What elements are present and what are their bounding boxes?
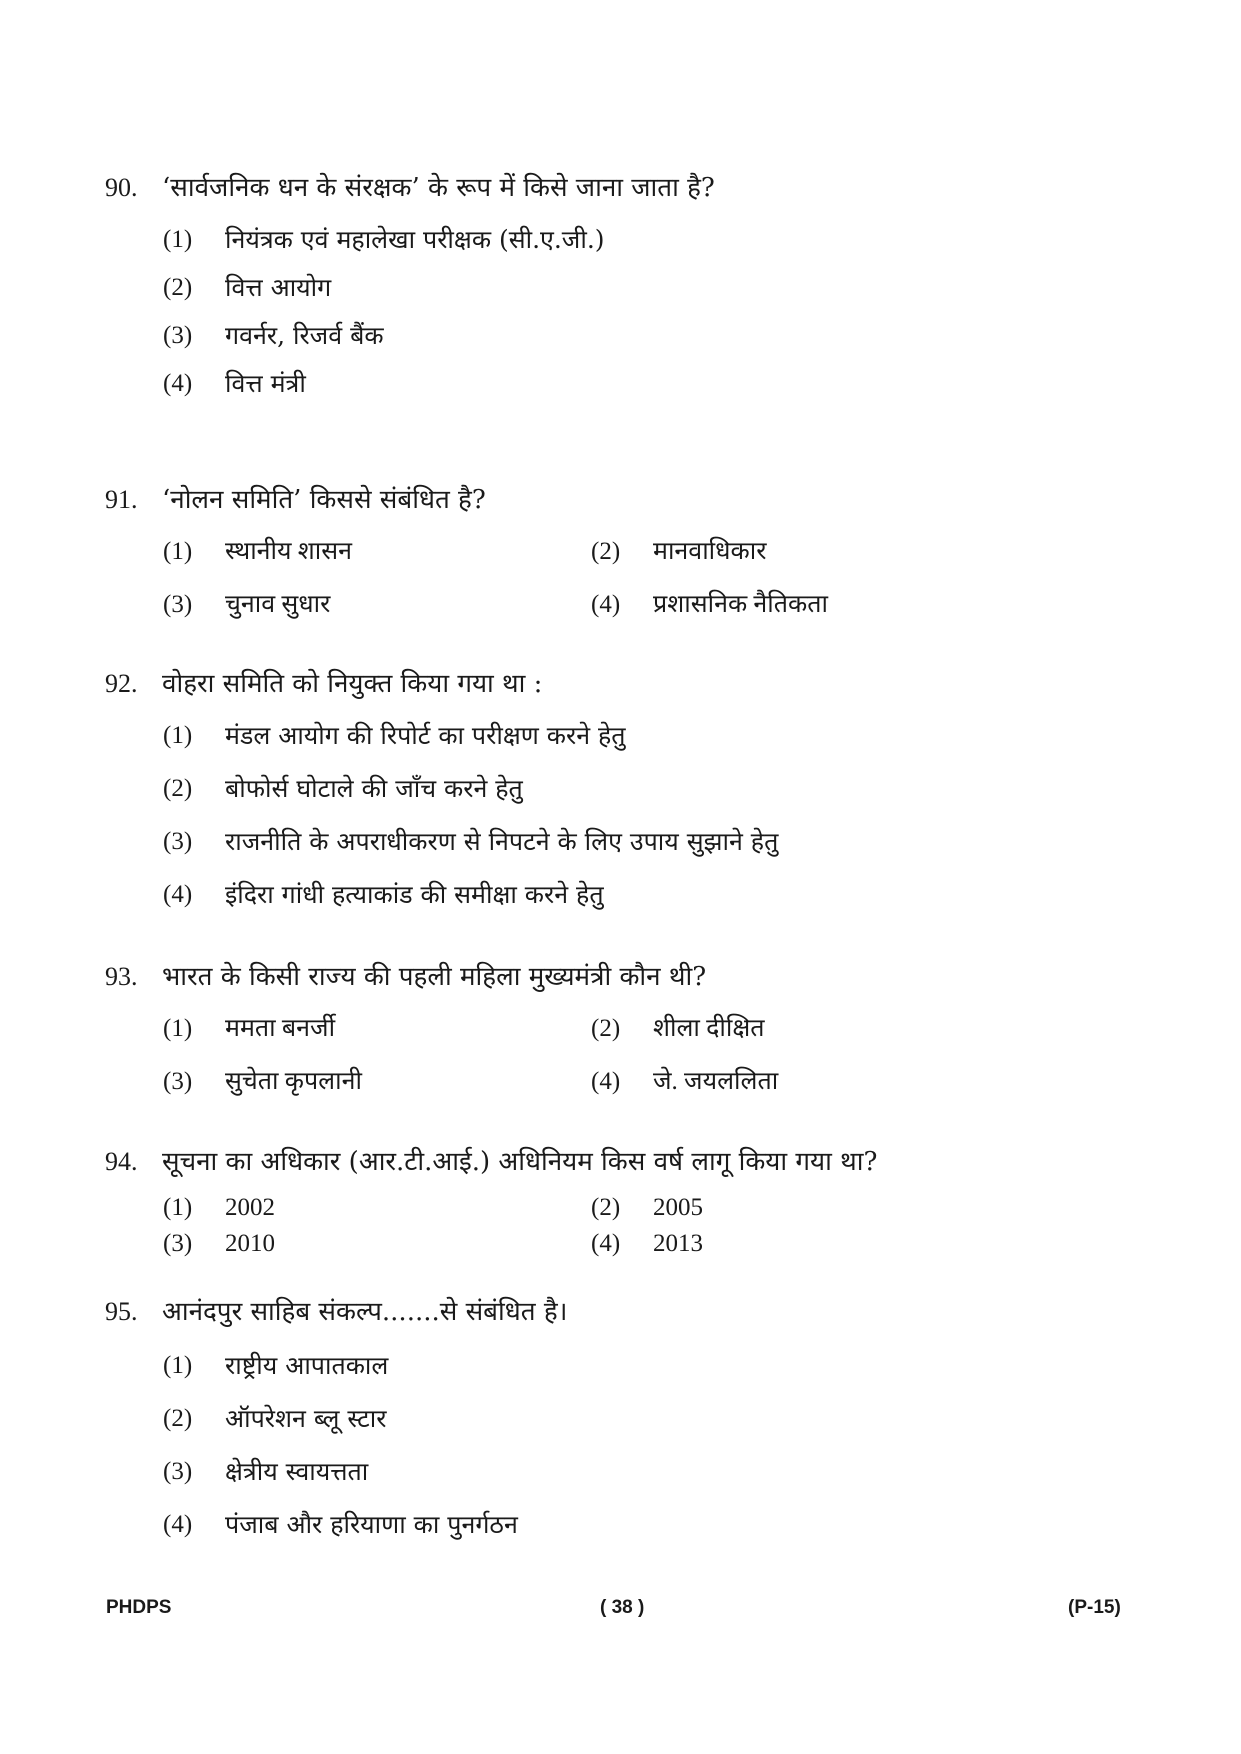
option-number: (2) — [163, 274, 193, 301]
option-4 — [591, 1226, 1011, 1262]
option-1 — [163, 1346, 1145, 1386]
option-number: (4) — [591, 1068, 621, 1095]
footer-set-code: (P-15) — [1068, 1597, 1121, 1618]
question-text: सूचना का अधिकार (आर.टी.आई.) अधिनियम किस वर्ष लागू किया गया था? — [162, 1147, 878, 1177]
option-text: सुचेता कृपलानी — [225, 1068, 362, 1095]
option-2 — [163, 268, 1145, 308]
option-list — [163, 220, 1145, 404]
option-text: 2002 — [225, 1194, 275, 1221]
option-number: (1) — [163, 538, 193, 565]
option-3 — [163, 1062, 583, 1102]
question-stem — [105, 955, 1145, 999]
question-text: ‘नोलन समिति’ किससे संबंधित है? — [162, 485, 486, 515]
option-3 — [163, 1452, 1145, 1492]
question-number: 90. — [105, 173, 138, 202]
footer-paper-code: PHDPS — [106, 1597, 172, 1618]
question-text: आनंदपुर साहिब संकल्प.......से संबंधित है। — [162, 1297, 568, 1327]
option-text: 2005 — [653, 1194, 703, 1221]
option-number: (4) — [591, 591, 621, 618]
option-4 — [591, 1062, 1011, 1102]
option-number: (3) — [163, 1230, 193, 1257]
option-2 — [163, 1399, 1145, 1439]
option-number: (1) — [163, 226, 193, 253]
question-number: 92. — [105, 669, 138, 698]
option-list — [163, 716, 1145, 915]
question-number: 94. — [105, 1147, 138, 1176]
option-2 — [163, 769, 1145, 809]
option-text: वित्त मंत्री — [225, 369, 306, 398]
option-text: 2010 — [225, 1230, 275, 1257]
option-grid — [163, 532, 1145, 625]
question-stem — [105, 1290, 1145, 1334]
option-list — [163, 1346, 1145, 1545]
option-1 — [163, 716, 1145, 756]
option-text: ऑपरेशन ब्लू स्टार — [225, 1404, 387, 1433]
question-text: ‘सार्वजनिक धन के संरक्षक’ के रूप में किसे जाना जाता है? — [162, 173, 715, 203]
question-92 — [105, 662, 1145, 915]
option-1 — [163, 532, 583, 572]
question-90 — [105, 166, 1145, 404]
question-stem — [105, 1140, 1145, 1184]
option-3 — [163, 316, 1145, 356]
option-text: मानवाधिकार — [653, 538, 767, 565]
option-3 — [163, 822, 1145, 862]
question-number: 91. — [105, 485, 138, 514]
option-number: (1) — [163, 1352, 193, 1379]
option-text: इंदिरा गांधी हत्याकांड की समीक्षा करने हेतु — [225, 880, 604, 909]
option-text: वित्त आयोग — [225, 273, 332, 302]
option-number: (2) — [591, 538, 621, 565]
option-1 — [163, 1009, 583, 1049]
option-text: शीला दीक्षित — [653, 1015, 765, 1042]
footer-page-number: ( 38 ) — [600, 1597, 645, 1618]
option-text: गवर्नर, रिजर्व बैंक — [225, 321, 384, 350]
option-number: (1) — [163, 1194, 193, 1221]
option-2 — [591, 1009, 1011, 1049]
option-number: (2) — [163, 775, 193, 802]
option-text: क्षेत्रीय स्वायत्तता — [225, 1457, 369, 1486]
option-2 — [591, 1190, 1011, 1226]
option-3 — [163, 1226, 583, 1262]
question-stem — [105, 166, 1145, 210]
option-text: प्रशासनिक नैतिकता — [653, 591, 828, 618]
option-text: नियंत्रक एवं महालेखा परीक्षक (सी.ए.जी.) — [225, 225, 605, 254]
question-number: 93. — [105, 962, 138, 991]
option-3 — [163, 585, 583, 625]
option-number: (4) — [163, 1511, 193, 1538]
option-number: (2) — [591, 1015, 621, 1042]
question-stem — [105, 478, 1145, 522]
question-91 — [105, 478, 1145, 625]
option-number: (3) — [163, 322, 193, 349]
option-number: (4) — [163, 370, 193, 397]
option-number: (2) — [163, 1405, 193, 1432]
question-stem — [105, 662, 1145, 706]
option-number: (3) — [163, 1458, 193, 1485]
option-2 — [591, 532, 1011, 572]
option-number: (3) — [163, 1068, 193, 1095]
option-text: राष्ट्रीय आपातकाल — [225, 1351, 389, 1380]
question-93 — [105, 955, 1145, 1102]
option-1 — [163, 1190, 583, 1226]
question-text: वोहरा समिति को नियुक्त किया गया था : — [162, 669, 543, 699]
option-4 — [163, 364, 1145, 404]
option-text: पंजाब और हरियाणा का पुनर्गठन — [225, 1510, 518, 1539]
option-number: (4) — [163, 881, 193, 908]
option-4 — [163, 1505, 1145, 1545]
option-text: स्थानीय शासन — [225, 538, 353, 565]
option-number: (2) — [591, 1194, 621, 1221]
question-text: भारत के किसी राज्य की पहली महिला मुख्यमंत्री कौन थी? — [162, 962, 707, 992]
option-number: (3) — [163, 591, 193, 618]
option-text: बोफोर्स घोटाले की जाँच करने हेतु — [225, 774, 523, 803]
option-number: (4) — [591, 1230, 621, 1257]
option-text: 2013 — [653, 1230, 703, 1257]
option-number: (1) — [163, 1015, 193, 1042]
option-number: (1) — [163, 722, 193, 749]
option-1 — [163, 220, 1145, 260]
question-94 — [105, 1140, 1145, 1262]
option-4 — [591, 585, 1011, 625]
option-text: जे. जयललिता — [653, 1068, 779, 1095]
question-number: 95. — [105, 1297, 138, 1326]
option-text: ममता बनर्जी — [225, 1015, 336, 1042]
option-grid — [163, 1009, 1145, 1102]
option-number: (3) — [163, 828, 193, 855]
option-text: चुनाव सुधार — [225, 591, 331, 618]
option-4 — [163, 875, 1145, 915]
option-text: मंडल आयोग की रिपोर्ट का परीक्षण करने हेतु — [225, 721, 626, 750]
option-grid — [163, 1190, 1145, 1262]
option-text: राजनीति के अपराधीकरण से निपटने के लिए उपाय सुझाने हेतु — [225, 827, 779, 856]
question-95 — [105, 1290, 1145, 1545]
